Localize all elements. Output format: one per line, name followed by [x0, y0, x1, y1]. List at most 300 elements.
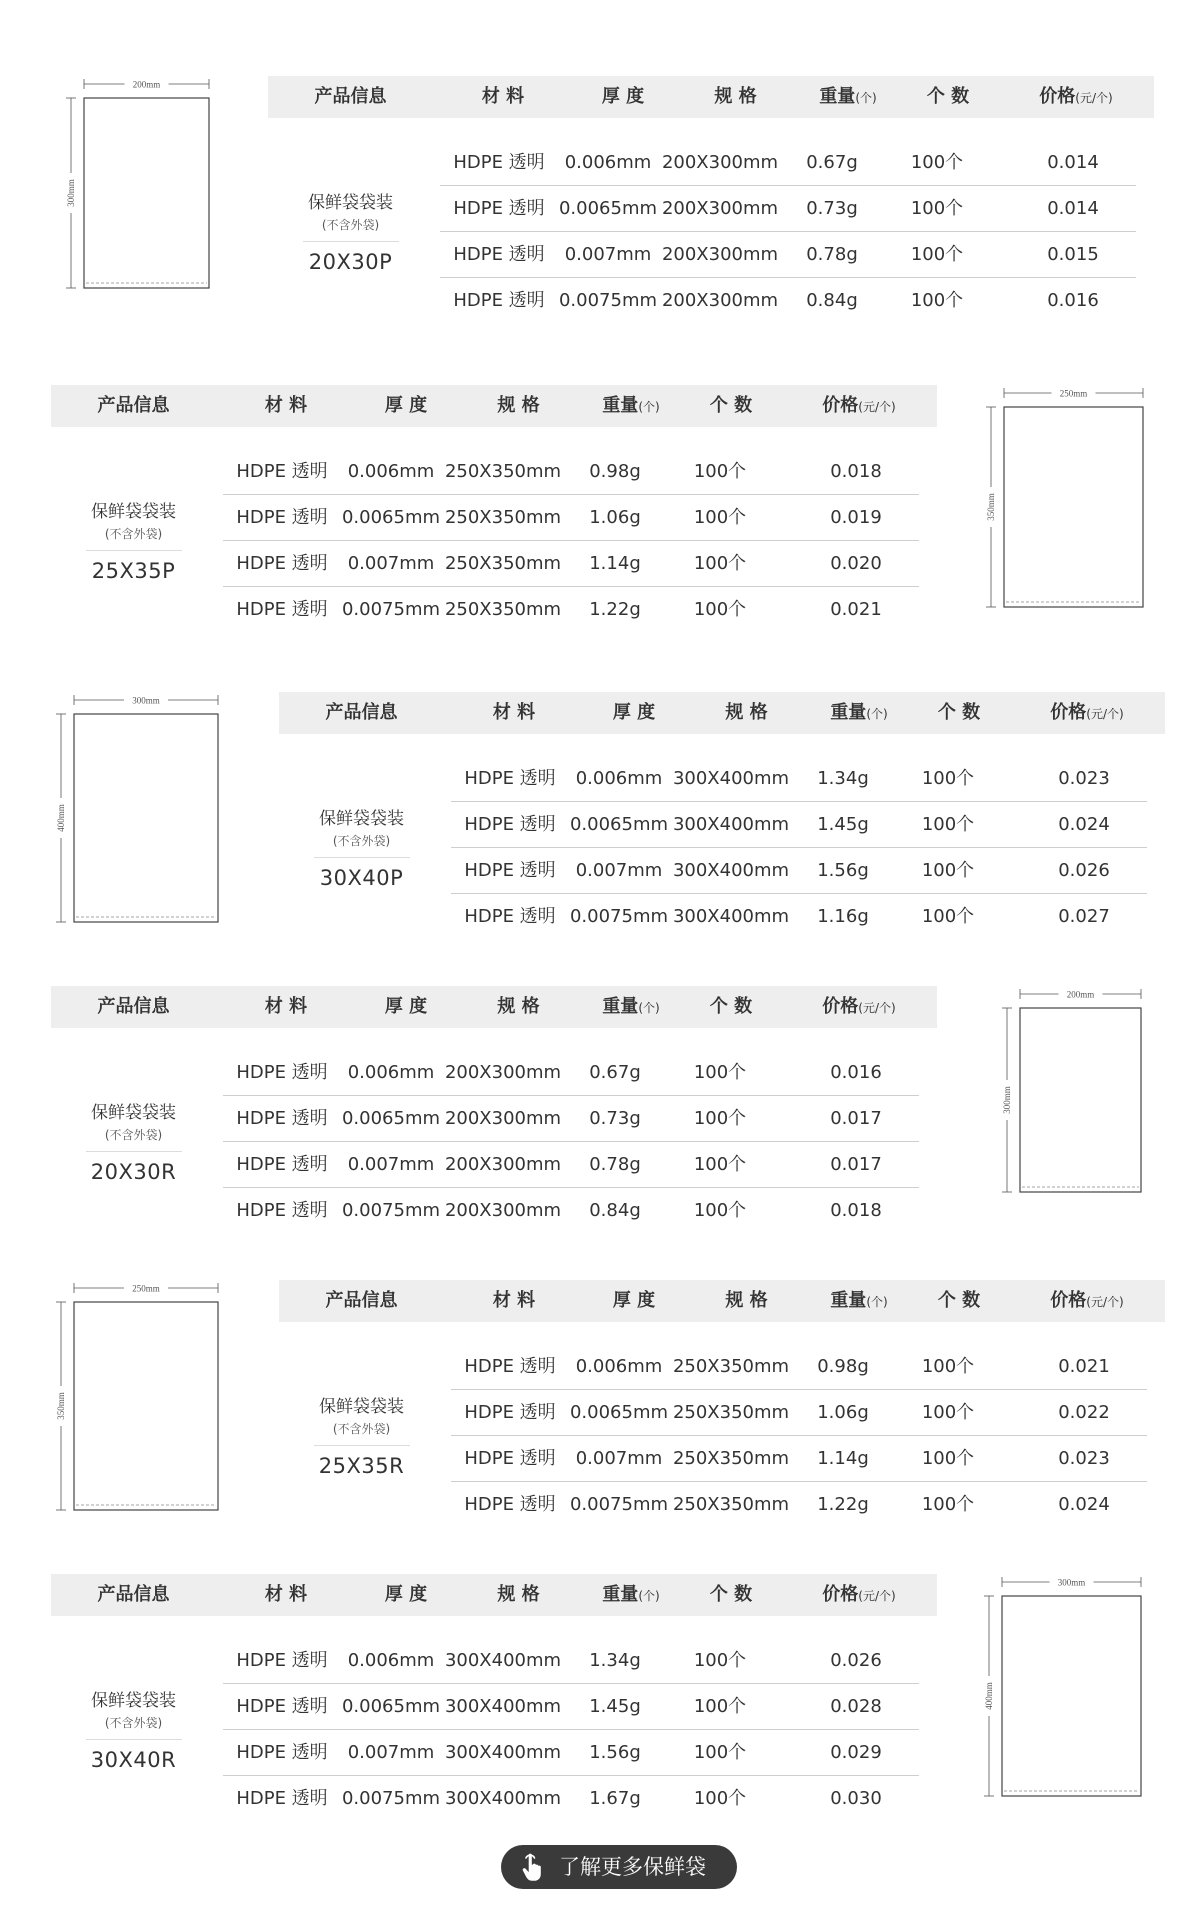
header-info: [268, 76, 433, 118]
bag-outline-svg: [980, 1574, 1150, 1814]
header-spec: [673, 76, 798, 118]
cell-count: 100个: [693, 553, 747, 574]
bag-dimension-figure: [52, 1280, 222, 1520]
header-info: [279, 692, 444, 734]
product-block-25x35r: [0, 1280, 1195, 1580]
header-weight: [581, 1574, 681, 1616]
cell-count: 100个: [693, 1742, 747, 1763]
cell-spec: 250X350mm: [444, 553, 562, 574]
cell-material: HDPE 透明: [236, 1788, 328, 1809]
cell-thickness: 0.006mm: [575, 1356, 663, 1377]
header-weight-unit: (个): [638, 1589, 660, 1603]
table-row: [223, 541, 937, 587]
header-spec: [456, 385, 581, 427]
cell-thickness: 0.0075mm: [569, 1494, 669, 1515]
cell-thickness: 0.0075mm: [341, 1200, 441, 1221]
cell-price: 0.014: [1047, 152, 1099, 173]
cell-thickness: 0.0075mm: [569, 906, 669, 927]
cell-price: 0.024: [1058, 1494, 1110, 1515]
cell-thickness: 0.006mm: [564, 152, 652, 173]
table-row: [223, 1776, 937, 1822]
cell-count: 100个: [921, 1494, 975, 1515]
header-price: [998, 76, 1154, 118]
cell-count: 100个: [693, 1154, 747, 1175]
table-row: [451, 1344, 1165, 1390]
spec-table: [268, 76, 1154, 336]
header-price: [781, 385, 937, 427]
cell-spec: 200X300mm: [444, 1062, 562, 1083]
bag-outline: [1004, 407, 1143, 607]
header-price-label: 价格: [822, 1584, 859, 1605]
header-thickness-label: 厚 度: [384, 395, 428, 416]
cell-material: HDPE 透明: [464, 768, 556, 789]
cell-spec: 300X400mm: [672, 906, 790, 927]
table-row: [451, 1390, 1165, 1436]
cell-spec: 250X350mm: [672, 1402, 790, 1423]
cell-spec: 250X350mm: [444, 507, 562, 528]
table-row: [223, 1142, 937, 1188]
table-header: [51, 385, 937, 427]
cell-spec: 300X400mm: [672, 860, 790, 881]
cell-material: HDPE 透明: [236, 507, 328, 528]
spec-table: [51, 385, 937, 645]
header-count-label: 个 数: [709, 395, 753, 416]
header-weight-label: 重量: [819, 86, 856, 107]
header-weight: [581, 385, 681, 427]
bag-outline: [1002, 1596, 1141, 1796]
cell-price: 0.018: [830, 461, 882, 482]
table-row: [223, 449, 937, 495]
cell-price: 0.029: [830, 1742, 882, 1763]
header-spec-label: 规 格: [497, 996, 540, 1017]
header-price-unit: (元/个): [858, 1589, 896, 1603]
height-label: 350mm: [56, 1392, 66, 1420]
cell-count: 100个: [910, 152, 964, 173]
cell-weight: 1.56g: [817, 860, 869, 881]
cell-material: HDPE 透明: [236, 553, 328, 574]
cell-weight: 1.45g: [817, 814, 869, 835]
header-weight: [809, 1280, 909, 1322]
header-count: [909, 1280, 1009, 1322]
header-price-unit: (元/个): [858, 400, 896, 414]
bag-dimension-figure: [998, 986, 1168, 1226]
header-material-label: 材 料: [264, 996, 308, 1017]
cell-price: 0.014: [1047, 198, 1099, 219]
cell-weight: 1.06g: [817, 1402, 869, 1423]
cell-price: 0.016: [1047, 290, 1099, 311]
cell-count: 100个: [693, 461, 747, 482]
cell-material: HDPE 透明: [464, 1402, 556, 1423]
cell-weight: 0.73g: [806, 198, 858, 219]
header-price-unit: (元/个): [1086, 1295, 1124, 1309]
table-header: [51, 986, 937, 1028]
cell-thickness: 0.0065mm: [341, 507, 441, 528]
header-weight: [798, 76, 898, 118]
header-thickness: [584, 692, 684, 734]
cell-thickness: 0.006mm: [347, 1062, 435, 1083]
table-row: [223, 1730, 937, 1776]
table-row: [223, 587, 937, 633]
cell-count: 100个: [693, 1696, 747, 1717]
cell-weight: 1.22g: [589, 599, 641, 620]
cell-spec: 200X300mm: [444, 1200, 562, 1221]
cell-material: HDPE 透明: [236, 1108, 328, 1129]
header-count-label: 个 数: [937, 702, 981, 723]
cell-thickness: 0.006mm: [575, 768, 663, 789]
cell-material: HDPE 透明: [464, 814, 556, 835]
product-divider: [86, 550, 182, 551]
cell-material: HDPE 透明: [453, 198, 545, 219]
cell-price: 0.015: [1047, 244, 1099, 265]
cell-weight: 0.84g: [806, 290, 858, 311]
cell-thickness: 0.0065mm: [569, 1402, 669, 1423]
cell-thickness: 0.0065mm: [569, 814, 669, 835]
header-price-label: 价格: [1050, 702, 1087, 723]
bag-dimension-figure: [982, 385, 1152, 625]
cell-weight: 1.06g: [589, 507, 641, 528]
width-label: 200mm: [132, 79, 161, 90]
table-row: [223, 1684, 937, 1730]
cell-price: 0.028: [830, 1696, 882, 1717]
cell-price: 0.020: [830, 553, 882, 574]
header-count: [681, 1574, 781, 1616]
header-material-label: 材 料: [264, 395, 308, 416]
height-label: 300mm: [66, 179, 76, 207]
product-code: 20X30R: [90, 1160, 177, 1184]
bag-dimension-figure: [980, 1574, 1150, 1814]
header-spec: [456, 986, 581, 1028]
header-material: [444, 692, 584, 734]
table-row: [223, 1050, 937, 1096]
header-price-unit: (元/个): [858, 1001, 896, 1015]
bag-outline: [1020, 1008, 1141, 1192]
header-weight-label: 重量: [602, 1584, 639, 1605]
header-spec-label: 规 格: [714, 86, 757, 107]
spec-table: [51, 1574, 937, 1834]
product-divider: [314, 1445, 410, 1446]
width-label: 250mm: [132, 1283, 160, 1294]
cell-material: HDPE 透明: [236, 599, 328, 620]
header-price-label: 价格: [822, 395, 859, 416]
product-divider: [86, 1151, 182, 1152]
cell-thickness: 0.007mm: [564, 244, 652, 265]
cell-count: 100个: [910, 290, 964, 311]
cell-material: HDPE 透明: [236, 1154, 328, 1175]
product-name: 保鲜袋袋装: [319, 809, 404, 829]
table-row: [223, 1188, 937, 1234]
cell-material: HDPE 透明: [236, 461, 328, 482]
cell-thickness: 0.0065mm: [558, 198, 658, 219]
header-weight: [581, 986, 681, 1028]
table-row: [451, 1436, 1165, 1482]
header-info: [51, 986, 216, 1028]
table-row: [451, 848, 1165, 894]
cell-material: HDPE 透明: [236, 1696, 328, 1717]
header-info-label: 产品信息: [325, 702, 398, 723]
cell-count: 100个: [921, 1356, 975, 1377]
table-row: [451, 756, 1165, 802]
height-label: 400mm: [56, 804, 66, 832]
header-spec-label: 规 格: [497, 395, 540, 416]
cell-spec: 250X350mm: [672, 1494, 790, 1515]
cell-thickness: 0.007mm: [347, 553, 435, 574]
cell-thickness: 0.0075mm: [558, 290, 658, 311]
product-name: 保鲜袋袋装: [308, 193, 393, 213]
product-info: [51, 1058, 216, 1218]
product-block-20x30r: [0, 986, 1195, 1286]
header-info-label: 产品信息: [325, 1290, 398, 1311]
cell-count: 100个: [693, 507, 747, 528]
cell-weight: 1.22g: [817, 1494, 869, 1515]
header-thickness: [356, 986, 456, 1028]
cell-spec: 200X300mm: [661, 152, 779, 173]
product-note: (不含外袋): [104, 1128, 163, 1142]
table-row: [440, 186, 1154, 232]
width-label: 300mm: [132, 695, 160, 706]
header-material-label: 材 料: [481, 86, 525, 107]
cell-count: 100个: [921, 1448, 975, 1469]
cell-price: 0.030: [830, 1788, 882, 1809]
cell-weight: 1.45g: [589, 1696, 641, 1717]
cell-thickness: 0.007mm: [575, 1448, 663, 1469]
cell-thickness: 0.0075mm: [341, 599, 441, 620]
table-row: [223, 1638, 937, 1684]
table-row: [451, 894, 1165, 940]
cell-count: 100个: [921, 768, 975, 789]
header-info-label: 产品信息: [97, 395, 170, 416]
cell-price: 0.021: [830, 599, 882, 620]
cell-price: 0.022: [1058, 1402, 1110, 1423]
header-spec-label: 规 格: [497, 1584, 540, 1605]
header-material-label: 材 料: [492, 1290, 536, 1311]
header-material: [216, 1574, 356, 1616]
header-spec: [456, 1574, 581, 1616]
cell-thickness: 0.007mm: [575, 860, 663, 881]
bag-outline: [74, 714, 218, 922]
header-price: [1009, 1280, 1165, 1322]
bag-outline: [74, 1302, 218, 1510]
cell-count: 100个: [921, 906, 975, 927]
product-code: 20X30P: [308, 250, 393, 274]
product-info: [279, 764, 444, 924]
header-price: [781, 986, 937, 1028]
cell-material: HDPE 透明: [464, 1356, 556, 1377]
cell-count: 100个: [693, 1788, 747, 1809]
cell-material: HDPE 透明: [236, 1650, 328, 1671]
cell-price: 0.016: [830, 1062, 882, 1083]
cell-spec: 200X300mm: [661, 198, 779, 219]
header-material: [216, 385, 356, 427]
cell-weight: 0.84g: [589, 1200, 641, 1221]
cell-material: HDPE 透明: [464, 860, 556, 881]
cell-spec: 300X400mm: [444, 1696, 562, 1717]
table-row: [440, 140, 1154, 186]
cell-weight: 0.73g: [589, 1108, 641, 1129]
header-spec-label: 规 格: [725, 1290, 768, 1311]
header-spec: [684, 1280, 809, 1322]
product-name: 保鲜袋袋装: [91, 502, 176, 522]
cell-price: 0.021: [1058, 1356, 1110, 1377]
cell-thickness: 0.0075mm: [341, 1788, 441, 1809]
product-divider: [86, 1739, 182, 1740]
cell-count: 100个: [693, 1200, 747, 1221]
product-code: 25X35R: [318, 1454, 405, 1478]
product-info: [279, 1352, 444, 1512]
header-thickness-label: 厚 度: [601, 86, 645, 107]
header-info-label: 产品信息: [97, 996, 170, 1017]
product-name: 保鲜袋袋装: [91, 1691, 176, 1711]
bag-outline-svg: [982, 385, 1152, 625]
product-name: 保鲜袋袋装: [91, 1103, 176, 1123]
product-block-25x35p: [0, 385, 1195, 685]
header-material-label: 材 料: [264, 1584, 308, 1605]
cell-count: 100个: [921, 814, 975, 835]
cell-spec: 200X300mm: [444, 1108, 562, 1129]
cell-count: 100个: [693, 1650, 747, 1671]
table-row: [440, 278, 1154, 324]
header-price-label: 价格: [1039, 86, 1076, 107]
header-thickness-label: 厚 度: [384, 996, 428, 1017]
cell-spec: 200X300mm: [444, 1154, 562, 1175]
more-bags-button[interactable]: [501, 1845, 737, 1889]
header-count: [909, 692, 1009, 734]
cell-spec: 300X400mm: [444, 1788, 562, 1809]
header-count: [681, 385, 781, 427]
header-thickness-label: 厚 度: [612, 702, 656, 723]
product-code: 30X40R: [90, 1748, 177, 1772]
product-info: [51, 457, 216, 617]
product-block-30x40r: [0, 1574, 1195, 1874]
header-count-label: 个 数: [937, 1290, 981, 1311]
cell-spec: 250X350mm: [444, 461, 562, 482]
product-code: 25X35P: [91, 559, 176, 583]
table-header: [279, 692, 1165, 734]
cell-weight: 1.14g: [817, 1448, 869, 1469]
cell-thickness: 0.007mm: [347, 1742, 435, 1763]
bag-outline-svg: [52, 1280, 222, 1520]
header-weight-unit: (个): [866, 707, 888, 721]
bag-outline-svg: [62, 76, 232, 316]
product-block-30x40p: [0, 692, 1195, 992]
cell-weight: 1.34g: [817, 768, 869, 789]
bag-dimension-figure: [62, 76, 232, 316]
cell-thickness: 0.007mm: [347, 1154, 435, 1175]
width-label: 200mm: [1066, 989, 1095, 1000]
product-note: (不含外袋): [104, 527, 163, 541]
header-material: [444, 1280, 584, 1322]
product-block-20x30p: [0, 76, 1195, 376]
header-weight-unit: (个): [866, 1295, 888, 1309]
product-name: 保鲜袋袋装: [319, 1397, 404, 1417]
product-note: (不含外袋): [332, 1422, 391, 1436]
header-weight-label: 重量: [830, 1290, 867, 1311]
hand-pointer-icon: [517, 1851, 549, 1883]
header-material-label: 材 料: [492, 702, 536, 723]
table-row: [223, 495, 937, 541]
cell-spec: 250X350mm: [672, 1448, 790, 1469]
header-price-label: 价格: [822, 996, 859, 1017]
cell-material: HDPE 透明: [453, 152, 545, 173]
cell-material: HDPE 透明: [236, 1062, 328, 1083]
header-thickness-label: 厚 度: [612, 1290, 656, 1311]
header-weight-unit: (个): [638, 1001, 660, 1015]
header-weight-label: 重量: [602, 996, 639, 1017]
header-price: [781, 1574, 937, 1616]
cell-spec: 250X350mm: [672, 1356, 790, 1377]
cell-count: 100个: [693, 1108, 747, 1129]
cell-weight: 1.14g: [589, 553, 641, 574]
header-weight-unit: (个): [855, 91, 877, 105]
cell-material: HDPE 透明: [464, 1448, 556, 1469]
product-note: (不含外袋): [332, 834, 391, 848]
cell-spec: 300X400mm: [672, 768, 790, 789]
cell-count: 100个: [921, 1402, 975, 1423]
cell-price: 0.026: [1058, 860, 1110, 881]
cell-spec: 200X300mm: [661, 244, 779, 265]
cell-weight: 0.78g: [589, 1154, 641, 1175]
product-divider: [314, 857, 410, 858]
table-header: [51, 1574, 937, 1616]
product-info: [51, 1646, 216, 1806]
cell-material: HDPE 透明: [464, 906, 556, 927]
cell-weight: 1.56g: [589, 1742, 641, 1763]
cell-count: 100个: [693, 1062, 747, 1083]
spec-table: [51, 986, 937, 1246]
cell-weight: 1.34g: [589, 1650, 641, 1671]
width-label: 300mm: [1057, 1577, 1086, 1588]
bag-outline-svg: [52, 692, 222, 932]
header-weight-unit: (个): [638, 400, 660, 414]
cell-weight: 0.98g: [817, 1356, 869, 1377]
table-row: [451, 802, 1165, 848]
header-spec: [684, 692, 809, 734]
cell-spec: 300X400mm: [444, 1650, 562, 1671]
cell-weight: 0.78g: [806, 244, 858, 265]
cell-weight: 0.67g: [806, 152, 858, 173]
header-weight-label: 重量: [830, 702, 867, 723]
cell-material: HDPE 透明: [236, 1742, 328, 1763]
cell-thickness: 0.0065mm: [341, 1108, 441, 1129]
bag-outline-svg: [998, 986, 1168, 1226]
cell-material: HDPE 透明: [236, 1200, 328, 1221]
height-label: 300mm: [1002, 1086, 1012, 1114]
cell-spec: 250X350mm: [444, 599, 562, 620]
header-info-label: 产品信息: [314, 86, 387, 107]
cell-price: 0.018: [830, 1200, 882, 1221]
header-count-label: 个 数: [926, 86, 970, 107]
cell-thickness: 0.006mm: [347, 461, 435, 482]
header-material: [216, 986, 356, 1028]
header-weight: [809, 692, 909, 734]
width-label: 250mm: [1059, 388, 1088, 399]
header-price-label: 价格: [1050, 1290, 1087, 1311]
spec-table: [279, 692, 1165, 952]
cell-price: 0.023: [1058, 768, 1110, 789]
product-note: (不含外袋): [104, 1716, 163, 1730]
header-info: [279, 1280, 444, 1322]
header-thickness-label: 厚 度: [384, 1584, 428, 1605]
bag-dimension-figure: [52, 692, 222, 932]
table-row: [223, 1096, 937, 1142]
product-divider: [303, 241, 399, 242]
product-note: (不含外袋): [321, 218, 380, 232]
cell-price: 0.017: [830, 1154, 882, 1175]
header-price: [1009, 692, 1165, 734]
cell-count: 100个: [910, 198, 964, 219]
header-material: [433, 76, 573, 118]
header-weight-label: 重量: [602, 395, 639, 416]
cell-spec: 300X400mm: [672, 814, 790, 835]
